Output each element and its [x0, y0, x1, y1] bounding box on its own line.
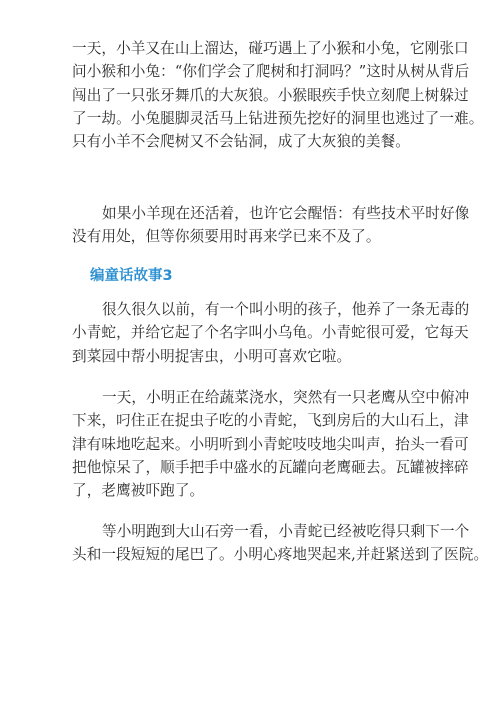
text-line: 等小明跑到大山石旁一看，小青蛇已经被吃得只剩下一个	[102, 523, 470, 540]
text-line: 把他惊呆了，顺手把手中盛水的瓦罐向老鹰砸去。瓦罐被摔碎	[72, 458, 469, 476]
text-line: 问小猴和小兔：“你们学会了爬树和打洞吗？”这时从树从背后	[72, 63, 470, 81]
section-heading: 编童话故事3	[90, 268, 173, 284]
text-line: 了一劫。小兔腿脚灵活马上钻进预先挖好的洞里也逃过了一难。	[72, 109, 484, 127]
text-line: 下来，叼住正在捉虫子吃的小青蛇，飞到房后的大山石上，津	[72, 412, 469, 430]
paragraph-4	[72, 386, 470, 502]
text-line: 闯出了一只张牙舞爪的大灰狼。小猴眼疾手快立刻爬上树躲过	[72, 86, 469, 104]
text-line: 一天，小羊又在山上溜达，碰巧遇上了小猴和小兔，它刚张口	[72, 40, 469, 57]
text-line: 津有味地吃起来。小明听到小青蛇吱吱地尖叫声，抬头一看可	[72, 435, 469, 453]
paragraph-2	[72, 202, 470, 249]
text-line: 如果小羊现在还活着，也许它会醒悟：有些技术平时好像	[102, 205, 470, 222]
text-line: 头和一段短短的尾巴了。小明心疼地哭起来,并赶紧送到了医院。	[72, 546, 489, 564]
text-line: 很久很久以前，有一个叫小明的孩子，他养了一条无毒的	[102, 301, 470, 318]
text-line: 小青蛇，并给它起了个名字叫小乌龟。小青蛇很可爱，它每天	[72, 324, 469, 342]
paragraph-1	[72, 37, 484, 153]
text-line: 没有用处，但等你须要用时再来学已来不及了。	[72, 228, 381, 246]
paragraph-3	[72, 298, 470, 368]
text-line: 到菜园中帮小明捉害虫，小明可喜欢它啦。	[72, 347, 352, 365]
text-line: 了，老鹰被吓跑了。	[72, 482, 205, 500]
text-line: 只有小羊不会爬树又不会钻洞，成了大灰狼的美餐。	[72, 133, 410, 151]
text-line: 一天，小明正在给蔬菜浇水，突然有一只老鹰从空中俯冲	[102, 389, 470, 406]
paragraph-5	[72, 520, 489, 567]
